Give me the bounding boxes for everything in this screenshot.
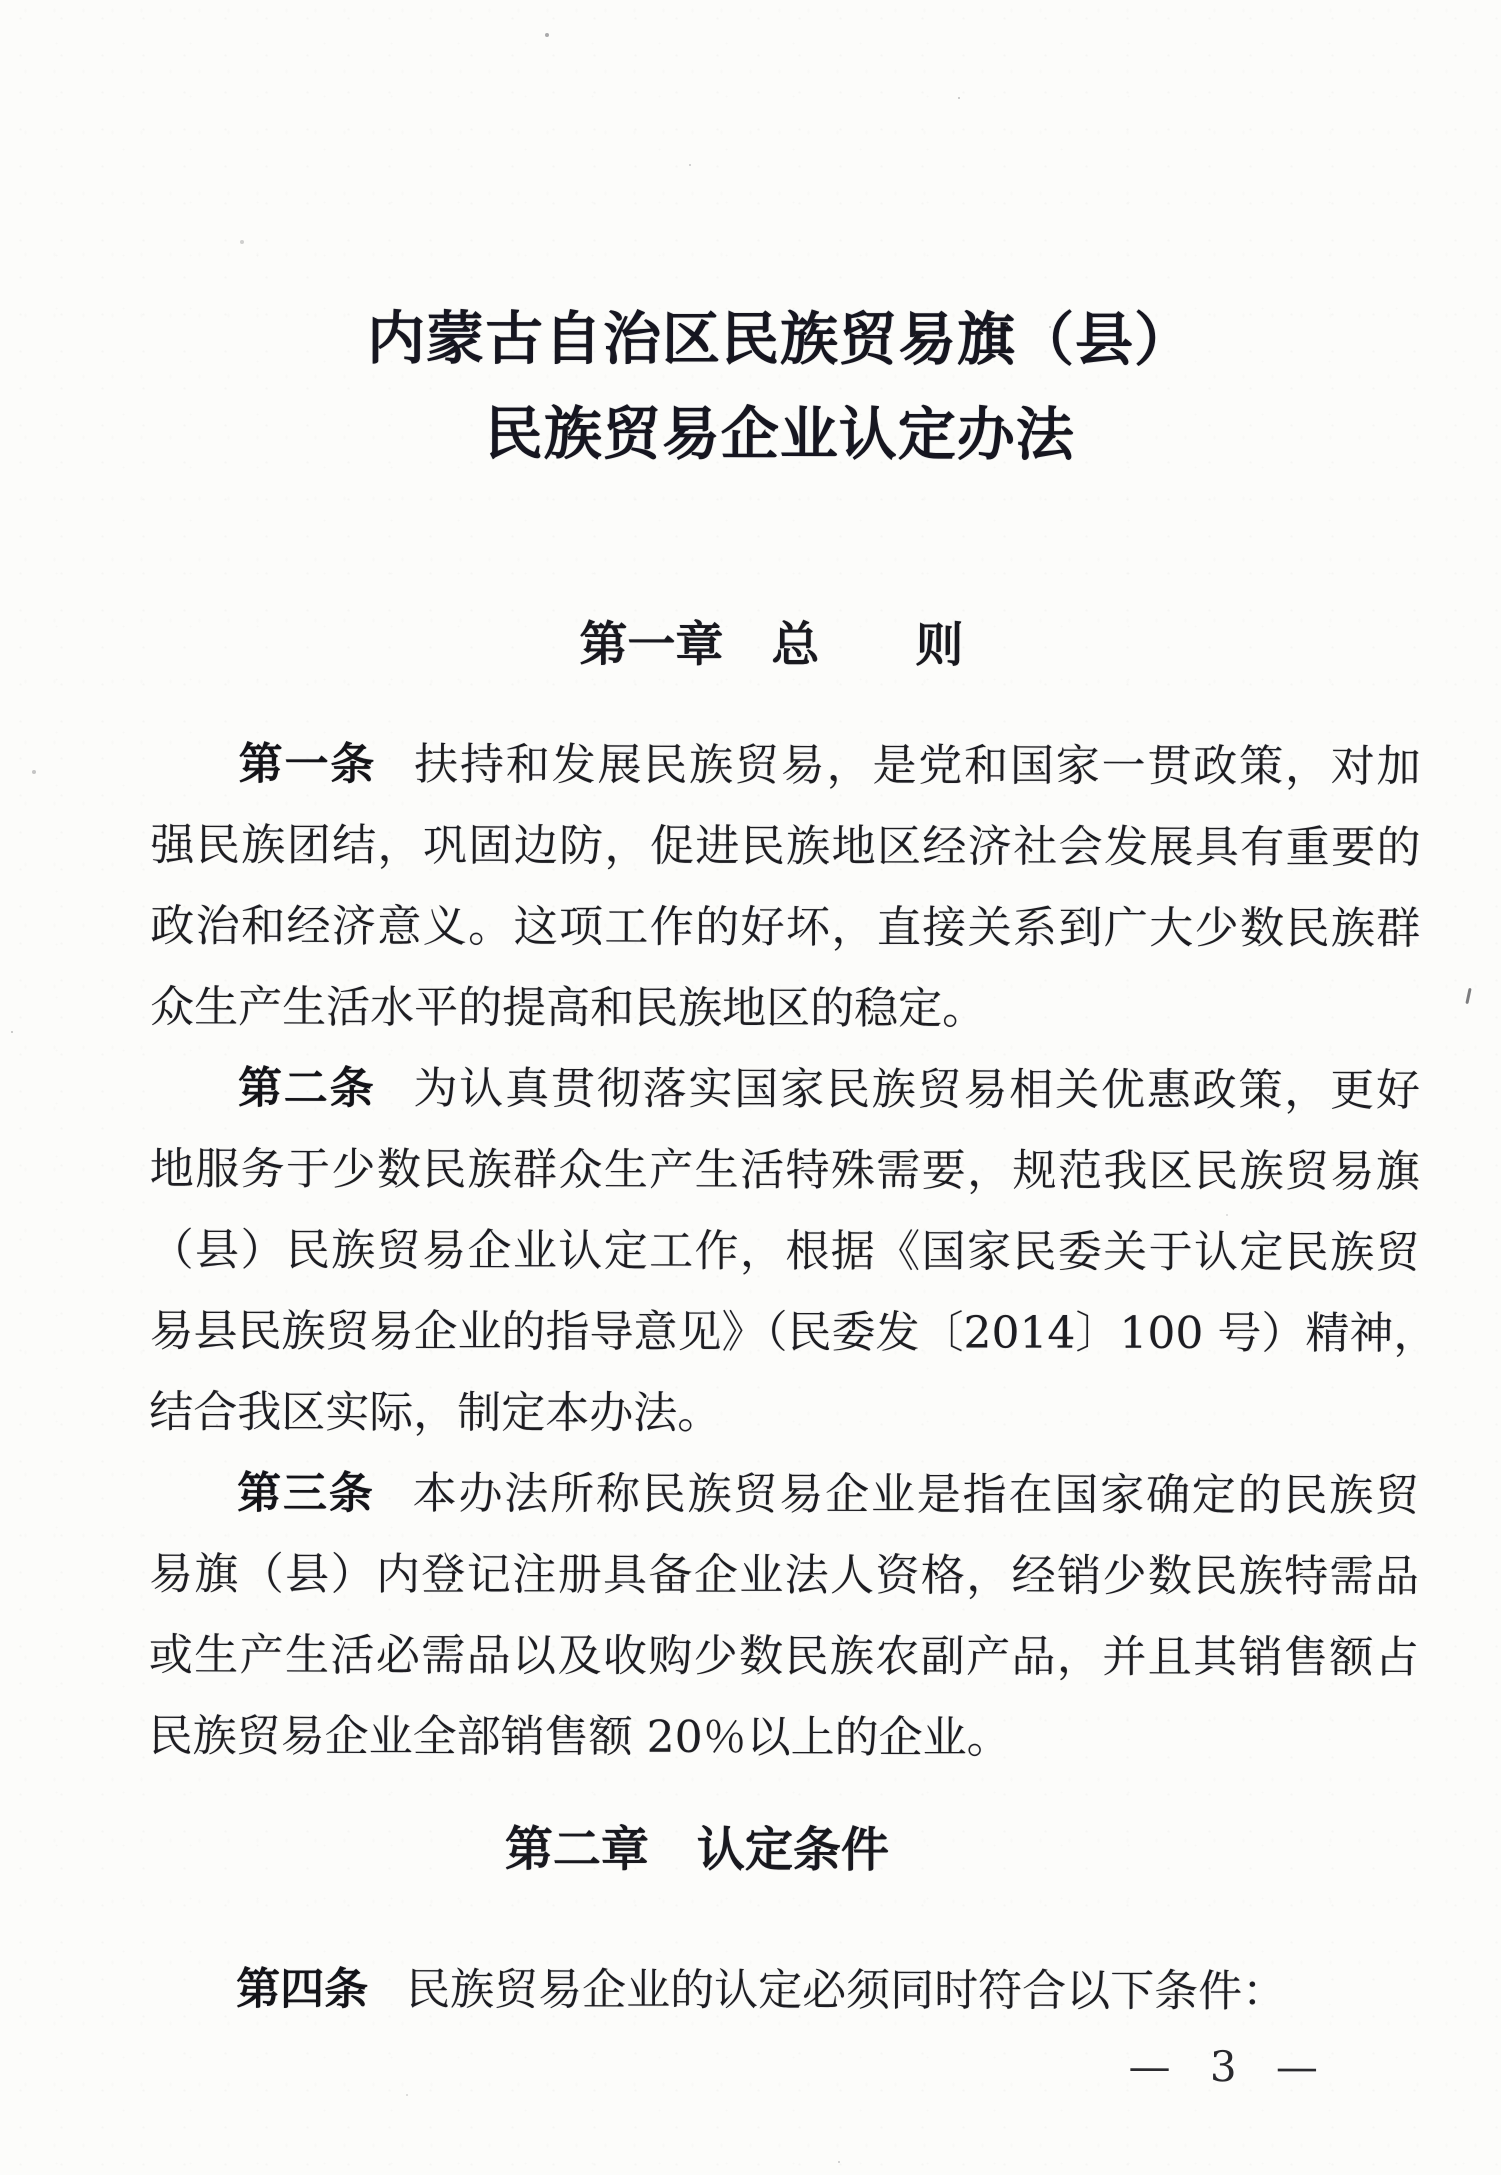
chapter-2-heading: 第二章 认定条件 [504,1821,889,1879]
article-1-line: 政治和经济意义。这项工作的好坏，直接关系到广大少数民族群 [150,900,1421,955]
document-title [29,290,1501,483]
article-1-line [151,724,1421,808]
article-3-text: 本办法所称民族贸易企业是指在国家确定的民族贸 [412,1468,1420,1522]
article-2-line: 地服务于少数民族群众生产生活特殊需要，规范我区民族贸易旗 [149,1143,1420,1198]
article-2-line: （县）民族贸易企业认定工作，根据《国家民委关于认定民族贸 [149,1224,1420,1279]
article-2-label: 第二条 [237,1062,376,1115]
article-3-line: 民族贸易企业全部销售额 20％以上的企业。 [148,1710,1011,1764]
document-title-line-2: 民族贸易企业认定办法 [484,399,1075,469]
document-title-line-1: 内蒙古自治区民族贸易旗（县） [366,304,1194,374]
article-3-line: 易旗（县）内登记注册具备企业法人资格，经销少数民族特需品 [148,1548,1420,1603]
article-2-line: 易县民族贸易企业的指导意见》（民委发〔2014〕100 号）精神， [149,1305,1438,1360]
article-1-text: 扶持和发展民族贸易，是党和国家一贯政策，对加 [414,739,1421,793]
chapter-1-heading: 第一章 总 则 [579,616,964,674]
article-1-line: 众生产生活水平的提高和民族地区的稳定。 [150,981,987,1035]
article-2-line: 结合我区实际，制定本办法。 [149,1386,722,1439]
article-3-label: 第三条 [237,1467,375,1520]
article-4-label: 第四条 [236,1963,369,2016]
article-3-line: 或生产生活必需品以及收购少数民族农副产品，并且其销售额占 [148,1629,1419,1684]
page-number: — 3 — [1128,2041,1325,2092]
article-4-text: 民族贸易企业的认定必须同时符合以下条件： [406,1964,1287,2018]
article-1-line: 强民族团结，巩固边防，促进民族地区经济社会发展具有重要的 [150,819,1421,874]
article-3-line [149,1453,1419,1537]
document-body [148,724,1438,1780]
article-2-text: 为认真贯彻落实国家民族贸易相关优惠政策，更好 [413,1063,1421,1117]
article-1-label: 第一条 [238,738,377,791]
article-4-line [148,1949,1418,2033]
article-4-block [148,1949,1418,2033]
scan-speck-artifacts [545,33,549,37]
article-2-line [150,1048,1420,1132]
